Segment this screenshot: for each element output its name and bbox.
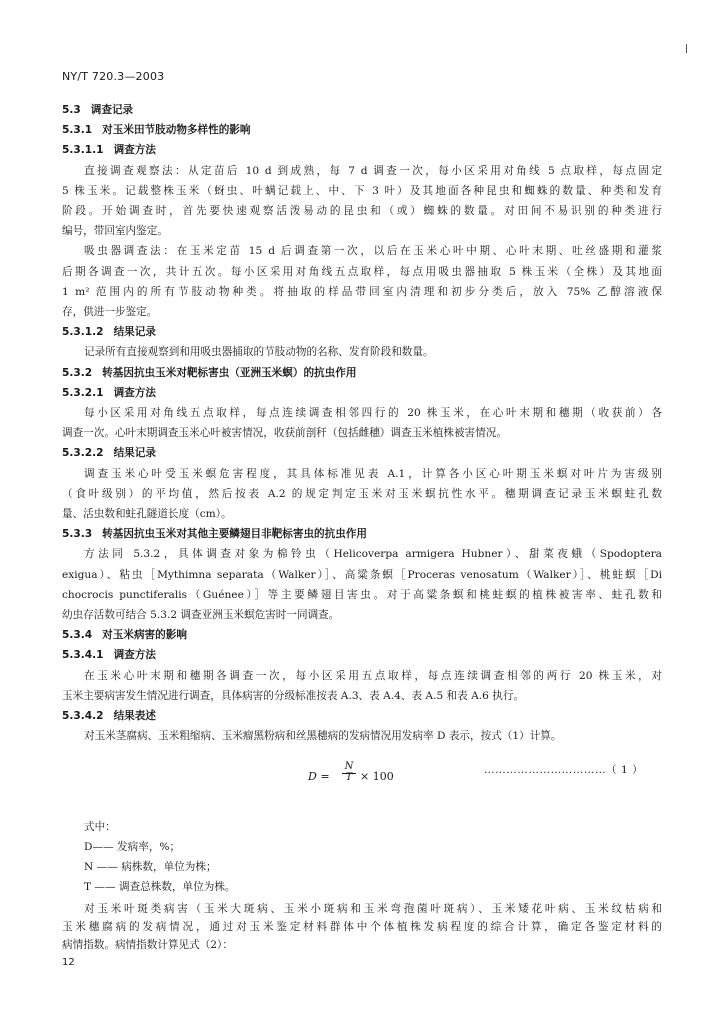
section-title: 转基因抗虫玉米对其他主要鳞翅目非靶标害虫的抗虫作用 [102,528,368,541]
section-heading [62,648,156,662]
formula-numerator: N [344,761,354,772]
section-number: 5.3.4.1 [62,649,104,662]
formula-1 [300,758,420,788]
text-line: 阶段。开始调查时，首先要快速观察活泼易动的昆虫和（或）蜘蛛的数量。对田间不易识别的种类进行 [62,205,662,217]
text-line: 直接调查观察法：从定苗后 10 d 到成熟，每 7 d 调查一次，每小区采用对角线 5 点取样，每点固定 [84,164,662,177]
section-title: 调查方法 [113,649,156,662]
section-number: 5.3.3 [62,528,93,541]
text-line: 在玉米心叶末期和穗期各调查一次，每小区采用五点取样，每点连续调查相邻的两行 20 株玉米，对 [84,669,662,682]
section-title: 对玉米病害的影响 [102,629,187,642]
page-number: 12 [62,957,75,968]
text-line: 对玉米叶斑类病害（玉米大斑病、玉米小斑病和玉米弯孢菌叶斑病）、玉米矮花叶病、玉米纹枯病和 [84,903,662,915]
section-number: 5.3.1.2 [62,326,104,339]
text-line: 后期各调查一次，共计五次。每小区采用对角线五点取样，每点用吸虫器抽取 5 株玉米（全株）及其地面 [62,265,662,278]
section-number: 5.3.2.1 [62,386,104,399]
text-line: T —— 调查总株数，单位为株。 [84,881,236,893]
section-number: 5.3.1.1 [62,144,104,157]
text-line: D—— 发病率，%； [84,841,181,853]
text-line: 对玉米茎腐病、玉米粗缩病、玉米瘤黑粉病和丝黑穗病的发病情况用发病率 D 表示，按式（1）计算。 [84,730,562,743]
section-title: 结果记录 [113,326,156,339]
section-title: 调查方法 [113,144,156,157]
text-line: 编号，带回室内鉴定。 [62,225,168,238]
section-number: 5.3 [62,104,81,116]
section-heading [62,709,156,723]
text-line: （食叶级别）的平均值，然后按表 A.2 的规定判定玉米对玉米螟抗性水平。穗期调查记录玉米螟蛀孔数 [62,487,662,500]
text-line: 记录所有直接观察到和用吸虫器捕取的节肢动物的名称、发育阶段和数量。 [84,346,434,359]
section-number: 5.3.1 [62,124,93,137]
section-heading [62,527,367,541]
text-line: chocrocis punctiferalis（Guénee）］等主要鳞翅目害虫。对于高粱条螟和桃蛀螟的植株被害率、蛀孔数和 [62,588,662,601]
section-heading [62,628,187,642]
text-line: 玉米穗腐病的发病情况，通过对玉米鉴定材料群体中个体植株发病程度的综合计算，确定各鉴定材料的 [62,921,662,933]
section-heading [62,143,156,157]
text-line: 式中： [84,821,116,833]
section-title: 调查方法 [113,386,156,399]
formula-number: ……………………………（ 1 ） [484,764,644,776]
text-line: 玉米主要病害发生情况进行调查，具体病害的分级标准按表 A.3、表 A.4、表 A.5 和表 A.6 执行。 [62,689,525,702]
text-line: exigua）、粘虫［Mythimna separata（Walker）］、高粱条螟［Proceras venosatum（Walker）］、桃蛀螟［Di [62,568,662,581]
section-title: 结果记录 [113,447,156,460]
standard-number: NY/T 720.3—2003 [62,70,165,83]
section-title: 结果表述 [113,710,156,722]
section-number: 5.3.2 [62,366,93,379]
fraction-bar [342,773,356,774]
section-title: 对玉米田节肢动物多样性的影响 [102,124,251,137]
section-number: 5.3.4 [62,629,93,642]
section-title: 转基因抗虫玉米对靶标害虫（亚洲玉米螟）的抗虫作用 [102,366,357,379]
formula-lhs: D = [308,770,330,783]
text-line: 每小区采用对角线五点取样，每点连续调查相邻四行的 20 株玉米，在心叶末期和穗期（收获前）各 [84,407,662,419]
section-heading [62,123,250,137]
section-title: 调查记录 [90,104,134,116]
section-heading [62,386,156,400]
text-line: 吸虫器调查法：在玉米定苗 15 d 后调查第一次，以后在玉米心叶中期、心叶末期、吐丝盛期和灌浆 [84,245,662,258]
text-line: 方法同 5.3.2，具体调查对象为棉铃虫（Helicoverpa armigera Hubner）、甜菜夜蛾（Spodoptera [84,548,662,561]
margin-mark [686,44,687,53]
text-line: N —— 病株数，单位为株； [84,861,217,873]
text-line: 幼虫存活数可结合 5.3.2 调查亚洲玉米螟危害时一同调查。 [62,609,340,621]
text-line: 量、活虫数和蛀孔隧道长度（cm）。 [62,508,232,520]
text-line: 病情指数。病情指数计算见式（2）： [62,939,233,951]
section-heading [62,366,356,380]
section-heading [62,103,133,117]
text-line: 5 株玉米。记载整株玉米（蚜虫、叶螨记载上、中、下 3 叶）及其地面各种昆虫和蜘蛛的数量、种类和发育 [62,184,662,197]
section-heading [62,446,156,460]
section-heading [62,325,156,339]
text-line: 存，供进一步鉴定。 [62,306,158,318]
section-number: 5.3.2.2 [62,447,104,460]
section-number: 5.3.4.2 [62,710,104,722]
text-line: 调查玉米心叶受玉米螟危害程度，其具体标准见表 A.1，计算各小区心叶期玉米螟对叶片为害级别 [84,467,662,480]
formula-fraction [342,761,356,783]
formula-denominator: T [345,772,353,783]
formula-rhs: × 100 [360,770,394,783]
text-line: 调查一次。心叶末期调查玉米心叶被害情况，收获前剖秆（包括雌穗）调查玉米植株被害情况。 [62,427,507,440]
text-line: 1 m² 范围内的所有节肢动物种类。将抽取的样品带回室内清理和初步分类后，放入 75% 乙醇溶液保 [62,285,662,298]
